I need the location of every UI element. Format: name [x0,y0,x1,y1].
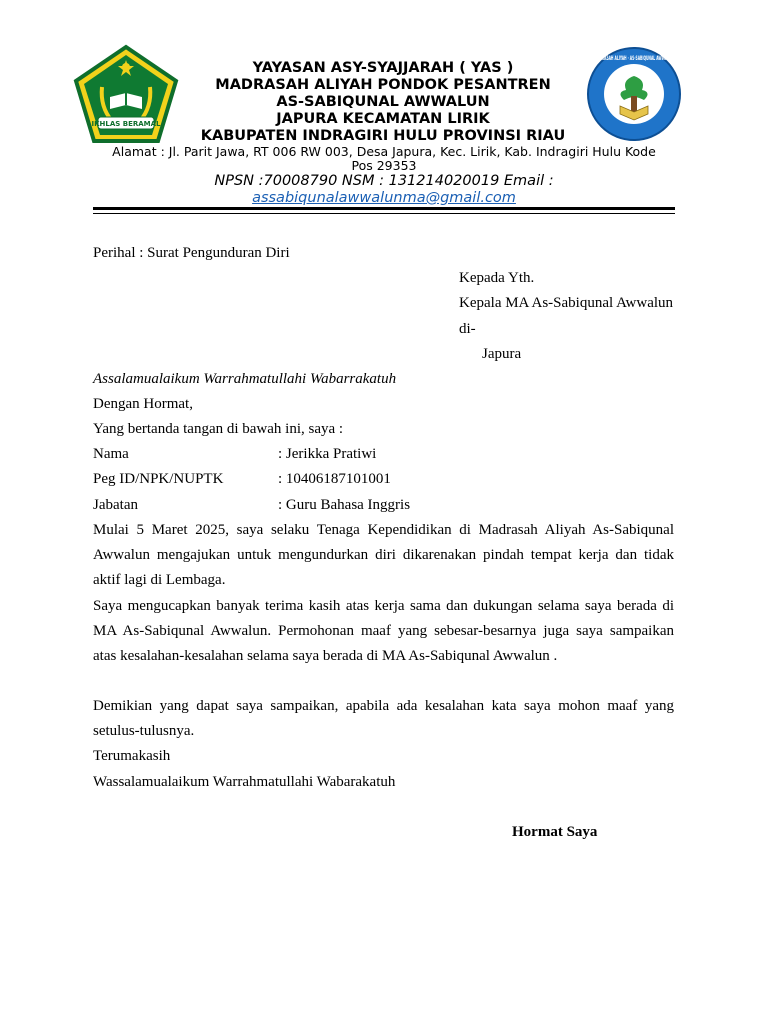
recipient-line-2: Kepala MA As-Sabiqunal Awwalun [459,295,674,311]
header-rule-thin [93,213,675,214]
para3-line-1: Demikian yang dapat saya sampaikan, apabila ada kesalahan kata saya mohon maaf yang [93,698,674,714]
para1-line-1: Mulai 5 Maret 2025, saya selaku Tenaga Kependidikan di Madrasah Aliyah As-Sabiqunal [93,522,674,538]
field-value-position: : Guru Bahasa Inggris [278,497,411,513]
perihal: Perihal : Surat Pengunduran Diri [93,245,290,261]
field-label-position: Jabatan [93,497,138,513]
para2-line-3: atas kesalahan-kesalahan selama saya berada di MA As-Sabiqunal Awwalun . [93,648,558,664]
field-value-name: : Jerikka Pratiwi [278,446,377,462]
para2-line-1: Saya mengucapkan banyak terima kasih atas kerja sama dan dukungan selama saya berada di [93,598,674,614]
field-value-id: : 10406187101001 [278,471,391,487]
opening-greeting: Dengan Hormat, [93,396,193,412]
address-line-2: Pos 29353 [351,158,417,173]
para3-line-2: setulus-tulusnya. [93,723,195,739]
field-label-id: Peg ID/NPK/NUPTK [93,471,224,487]
recipient-line-1: Kepada Yth. [459,270,535,286]
header-line-2: MADRASAH ALIYAH PONDOK PESANTREN [215,77,551,93]
salam-opening: Assalamualaikum Warrahmatullahi Wabarrakatuh [93,371,397,387]
header-line-3: AS-SABIQUNAL AWWALUN [276,94,490,110]
left-logo-text: IKHLAS BERAMAL [91,120,161,128]
salam-closing: Wassalamualaikum Warrahmatullahi Wabarakatuh [93,774,396,790]
npsn-text: NPSN :70008790 NSM : 131214020019 Email : [214,173,554,189]
intro-line: Yang bertanda tangan di bawah ini, saya : [93,421,344,437]
signoff: Hormat Saya [512,824,598,840]
header-line-5: KABUPATEN INDRAGIRI HULU PROVINSI RIAU [200,128,566,144]
recipient-line-3: di- [459,321,476,337]
para2-line-2: MA As-Sabiqunal Awwalun. Permohonan maaf yang sebesar-besarnya juga saya sampaikan [93,623,674,639]
para1-line-2: Awwalun mengajukan untuk mengundurkan diri dikarenakan pindah tempat kerja dan tidak [93,547,674,563]
field-label-name: Nama [93,446,129,462]
right-logo-text: MADRASAH ALIYAH · AS-SABIQUNAL AWWALUN [594,55,674,62]
address-line-1: Alamat : Jl. Parit Jawa, RT 006 RW 003, Desa Japura, Kec. Lirik, Kab. Indragiri Hulu Kode [112,144,656,159]
thanks-line: Terumakasih [93,748,171,764]
recipient-line-4: Japura [482,346,522,362]
header-line-4: JAPURA KECAMATAN LIRIK [276,111,490,127]
header-npsn [96,173,672,207]
para1-line-3: aktif lagi di Lembaga. [93,572,226,588]
header-line-1: YAYASAN ASY-SYAJJARAH ( YAS ) [252,60,514,76]
header-address [96,145,672,173]
email-link[interactable]: assabiqunalawwalunma@gmail.com [252,190,516,206]
header-rule-thick [93,207,675,210]
